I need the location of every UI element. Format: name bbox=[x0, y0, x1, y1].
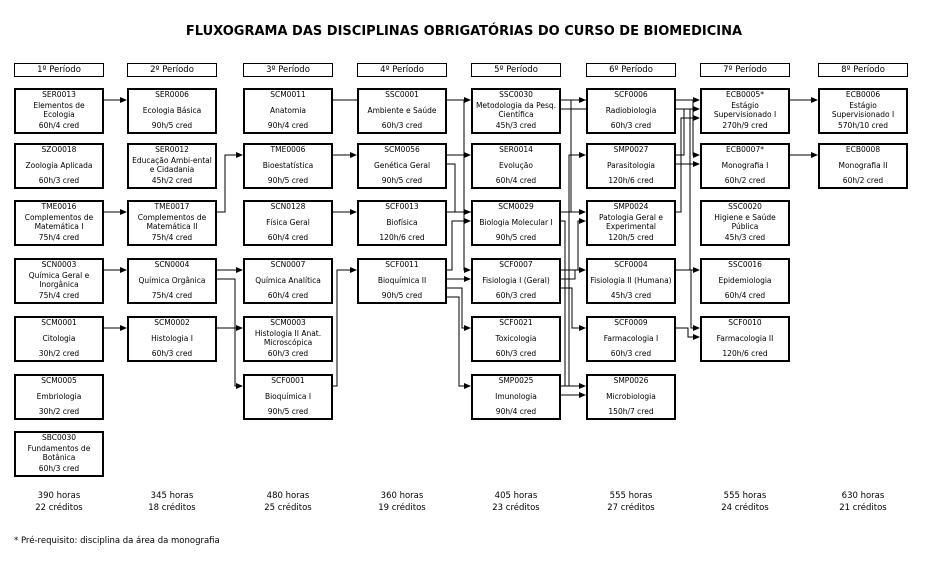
course-code: SBC0030 bbox=[41, 433, 77, 442]
period-total-hours: 480 horas bbox=[266, 491, 310, 501]
course-hours: 90h/4 cred bbox=[495, 407, 537, 417]
course-hours: 60h/3 cred bbox=[381, 121, 423, 131]
course-code: SCM0029 bbox=[498, 202, 534, 211]
course-code: SSC0016 bbox=[728, 260, 762, 269]
course-code: SCN0003 bbox=[41, 260, 77, 269]
course-name: Biologia Molecular I bbox=[479, 217, 553, 227]
period-total-credits: 27 créditos bbox=[607, 503, 655, 513]
course-code: ECB0005* bbox=[726, 90, 764, 99]
course-code: SCM0056 bbox=[384, 145, 420, 154]
period-total-credits: 24 créditos bbox=[721, 503, 769, 513]
course-hours: 75h/4 cred bbox=[151, 233, 193, 243]
course-hours: 120h/6 cred bbox=[608, 176, 654, 186]
course-box-scm0029 bbox=[471, 200, 561, 246]
course-name: Citologia bbox=[42, 333, 76, 343]
course-name: Zoologia Aplicada bbox=[25, 160, 93, 170]
course-hours: 90h/5 cred bbox=[151, 121, 193, 131]
course-name: Estágio Supervisionado I bbox=[831, 101, 895, 119]
course-hours: 60h/3 cred bbox=[610, 349, 652, 359]
course-code: SCN0007 bbox=[270, 260, 306, 269]
period-total-credits: 23 créditos bbox=[492, 503, 540, 513]
period-header: 2º Período bbox=[127, 63, 217, 77]
course-name: Bioquímica II bbox=[377, 275, 427, 285]
course-name: Embriologia bbox=[36, 391, 82, 401]
period-totals bbox=[127, 490, 217, 514]
course-name: Toxicologia bbox=[495, 333, 537, 343]
period-total-credits: 19 créditos bbox=[378, 503, 426, 513]
course-code: SSC0030 bbox=[499, 90, 533, 99]
course-code: SCF0021 bbox=[499, 318, 533, 327]
course-hours: 60h/3 cred bbox=[495, 291, 537, 301]
period-total-hours: 390 horas bbox=[37, 491, 81, 501]
course-name: Metodologia da Pesq. Científica bbox=[475, 101, 557, 119]
period-header: 7º Período bbox=[700, 63, 790, 77]
course-box-smp0024 bbox=[586, 200, 676, 246]
period-totals bbox=[243, 490, 333, 514]
course-box-smp0025 bbox=[471, 374, 561, 420]
course-name: Ecologia Básica bbox=[142, 105, 202, 115]
course-hours: 570h/10 cred bbox=[838, 121, 888, 131]
course-hours: 120h/5 cred bbox=[608, 233, 654, 243]
course-box-scm0003 bbox=[243, 316, 333, 362]
course-name: Fisiologia I (Geral) bbox=[482, 275, 550, 285]
course-box-scm0001 bbox=[14, 316, 104, 362]
course-hours: 45h/3 cred bbox=[724, 233, 766, 243]
course-hours: 45h/3 cred bbox=[495, 121, 537, 131]
course-name: Radiobiologia bbox=[605, 105, 657, 115]
course-name: Monografia II bbox=[838, 160, 888, 170]
page-title: FLUXOGRAMA DAS DISCIPLINAS OBRIGATÓRIAS DO CURSO DE BIOMEDICINA bbox=[185, 24, 743, 39]
course-code: SCM0005 bbox=[41, 376, 77, 385]
course-hours: 75h/4 cred bbox=[38, 291, 80, 301]
course-hours: 75h/4 cred bbox=[151, 291, 193, 301]
course-name: Farmacologia I bbox=[603, 333, 659, 343]
course-name: Evolução bbox=[499, 160, 533, 170]
course-name: Elementos de Ecologia bbox=[33, 101, 85, 119]
course-code: ECB0008 bbox=[845, 145, 881, 154]
course-box-scf0006 bbox=[586, 88, 676, 134]
course-code: SCN0004 bbox=[154, 260, 190, 269]
course-box-scf0001 bbox=[243, 374, 333, 420]
course-hours: 60h/4 cred bbox=[267, 233, 309, 243]
course-code: SCF0004 bbox=[614, 260, 648, 269]
course-box-tme0006 bbox=[243, 143, 333, 189]
course-name: Monografia I bbox=[721, 160, 769, 170]
course-hours: 60h/3 cred bbox=[151, 349, 193, 359]
course-hours: 60h/3 cred bbox=[495, 349, 537, 359]
course-hours: 150h/7 cred bbox=[608, 407, 654, 417]
course-hours: 60h/4 cred bbox=[38, 121, 80, 131]
period-total-hours: 555 horas bbox=[609, 491, 653, 501]
course-code: SSC0020 bbox=[728, 202, 762, 211]
period-total-credits: 25 créditos bbox=[264, 503, 312, 513]
course-code: ECB0007* bbox=[726, 145, 764, 154]
course-code: TME0006 bbox=[270, 145, 306, 154]
period-total-hours: 630 horas bbox=[841, 491, 885, 501]
course-code: SER0006 bbox=[155, 90, 189, 99]
course-box-scf0007 bbox=[471, 258, 561, 304]
course-code: SER0012 bbox=[155, 145, 189, 154]
course-name: Biofísica bbox=[386, 217, 418, 227]
course-box-ssc0016 bbox=[700, 258, 790, 304]
course-name: Imunologia bbox=[495, 391, 537, 401]
period-totals bbox=[14, 490, 104, 514]
course-box-ser0006 bbox=[127, 88, 217, 134]
course-box-scf0009 bbox=[586, 316, 676, 362]
course-hours: 60h/4 cred bbox=[267, 291, 309, 301]
period-header: 6º Período bbox=[586, 63, 676, 77]
period-header: 3º Período bbox=[243, 63, 333, 77]
course-name: Parasitologia bbox=[606, 160, 656, 170]
course-box-smp0027 bbox=[586, 143, 676, 189]
course-box-sbc0030 bbox=[14, 431, 104, 477]
course-name: Anatomia bbox=[270, 105, 306, 115]
course-hours: 270h/9 cred bbox=[722, 121, 768, 131]
course-name: Epidemiologia bbox=[718, 275, 772, 285]
course-hours: 90h/5 cred bbox=[267, 176, 309, 186]
course-box-scf0004 bbox=[586, 258, 676, 304]
course-box-tme0017 bbox=[127, 200, 217, 246]
period-total-credits: 21 créditos bbox=[839, 503, 887, 513]
period-total-hours: 555 horas bbox=[723, 491, 767, 501]
course-hours: 30h/2 cred bbox=[38, 349, 80, 359]
course-box-scf0013 bbox=[357, 200, 447, 246]
course-box-ecb0007 bbox=[700, 143, 790, 189]
course-box-scm0005 bbox=[14, 374, 104, 420]
course-hours: 60h/3 cred bbox=[38, 464, 80, 474]
course-hours: 60h/4 cred bbox=[495, 176, 537, 186]
course-box-ecb0006 bbox=[818, 88, 908, 134]
course-code: SMP0026 bbox=[613, 376, 649, 385]
course-name: Microbiologia bbox=[606, 391, 656, 401]
course-hours: 60h/2 cred bbox=[842, 176, 884, 186]
course-code: SER0013 bbox=[42, 90, 76, 99]
course-box-scf0021 bbox=[471, 316, 561, 362]
course-name: Complementos de Matemática II bbox=[137, 213, 207, 231]
period-total-credits: 18 créditos bbox=[148, 503, 196, 513]
course-box-scn0128 bbox=[243, 200, 333, 246]
course-name: Fundamentos de Botânica bbox=[27, 444, 91, 462]
course-code: SZO0018 bbox=[41, 145, 77, 154]
course-hours: 60h/4 cred bbox=[724, 291, 766, 301]
course-box-scn0003 bbox=[14, 258, 104, 304]
course-hours: 45h/3 cred bbox=[610, 291, 652, 301]
course-code: SCM0002 bbox=[154, 318, 190, 327]
course-hours: 90h/5 cred bbox=[267, 407, 309, 417]
course-name: Farmacologia II bbox=[716, 333, 774, 343]
course-box-ser0014 bbox=[471, 143, 561, 189]
course-code: TME0017 bbox=[154, 202, 190, 211]
course-code: SCF0011 bbox=[385, 260, 419, 269]
course-hours: 60h/3 cred bbox=[38, 176, 80, 186]
course-name: Histologia II Anat. Microscópica bbox=[254, 329, 322, 347]
course-box-scf0011 bbox=[357, 258, 447, 304]
course-name: Bioquímica I bbox=[264, 391, 312, 401]
period-total-hours: 405 horas bbox=[494, 491, 538, 501]
course-hours: 45h/2 cred bbox=[151, 176, 193, 186]
course-code: SMP0024 bbox=[613, 202, 649, 211]
course-code: SCF0013 bbox=[385, 202, 419, 211]
course-box-scf0010 bbox=[700, 316, 790, 362]
period-header: 1º Período bbox=[14, 63, 104, 77]
course-code: SCF0001 bbox=[271, 376, 305, 385]
course-code: SCM0011 bbox=[270, 90, 306, 99]
period-header: 5º Período bbox=[471, 63, 561, 77]
course-code: ECB0006 bbox=[845, 90, 881, 99]
period-total-hours: 360 horas bbox=[380, 491, 424, 501]
course-hours: 75h/4 cred bbox=[38, 233, 80, 243]
course-hours: 30h/2 cred bbox=[38, 407, 80, 417]
course-code: SCF0007 bbox=[499, 260, 533, 269]
course-code: SCF0009 bbox=[614, 318, 648, 327]
course-name: Histologia I bbox=[151, 333, 193, 343]
course-hours: 60h/3 cred bbox=[610, 121, 652, 131]
period-total-hours: 345 horas bbox=[150, 491, 194, 501]
course-code: TME0016 bbox=[41, 202, 77, 211]
course-code: SMP0025 bbox=[498, 376, 534, 385]
period-header: 4º Período bbox=[357, 63, 447, 77]
course-code: SCM0001 bbox=[41, 318, 77, 327]
course-box-smp0026 bbox=[586, 374, 676, 420]
period-totals bbox=[818, 490, 908, 514]
course-name: Educação Ambi-ental e Cidadania bbox=[132, 156, 212, 174]
course-box-szo0018 bbox=[14, 143, 104, 189]
course-hours: 90h/4 cred bbox=[267, 121, 309, 131]
course-box-scn0004 bbox=[127, 258, 217, 304]
course-name: Ambiente e Saúde bbox=[367, 105, 437, 115]
course-box-ssc0020 bbox=[700, 200, 790, 246]
course-name: Fisiologia II (Humana) bbox=[590, 275, 672, 285]
course-code: SMP0027 bbox=[613, 145, 649, 154]
course-hours: 60h/3 cred bbox=[267, 349, 309, 359]
course-name: Patologia Geral e Experimental bbox=[599, 213, 663, 231]
course-name: Complementos de Matemática I bbox=[24, 213, 94, 231]
period-totals bbox=[357, 490, 447, 514]
course-name: Genética Geral bbox=[373, 160, 431, 170]
course-code: SCM0003 bbox=[270, 318, 306, 327]
course-box-ssc0001 bbox=[357, 88, 447, 134]
course-code: SSC0001 bbox=[385, 90, 419, 99]
course-hours: 90h/5 cred bbox=[495, 233, 537, 243]
course-box-ecb0008 bbox=[818, 143, 908, 189]
course-name: Física Geral bbox=[266, 217, 310, 227]
course-hours: 90h/5 cred bbox=[381, 176, 423, 186]
course-hours: 120h/6 cred bbox=[722, 349, 768, 359]
period-total-credits: 22 créditos bbox=[35, 503, 83, 513]
course-box-tme0016 bbox=[14, 200, 104, 246]
course-hours: 90h/5 cred bbox=[381, 291, 423, 301]
course-hours: 120h/6 cred bbox=[379, 233, 425, 243]
course-box-ecb0005 bbox=[700, 88, 790, 134]
course-name: Estágio Supervisionado I bbox=[713, 101, 777, 119]
course-name: Química Geral e Inorgânica bbox=[28, 271, 90, 289]
course-code: SCN0128 bbox=[270, 202, 306, 211]
course-hours: 60h/2 cred bbox=[724, 176, 766, 186]
course-box-scm0011 bbox=[243, 88, 333, 134]
course-name: Química Orgânica bbox=[138, 275, 206, 285]
course-box-ser0013 bbox=[14, 88, 104, 134]
period-totals bbox=[586, 490, 676, 514]
period-header: 8º Período bbox=[818, 63, 908, 77]
course-name: Química Analítica bbox=[255, 275, 321, 285]
course-name: Bioestatística bbox=[262, 160, 314, 170]
period-totals bbox=[700, 490, 790, 514]
course-box-scm0056 bbox=[357, 143, 447, 189]
course-code: SER0014 bbox=[499, 145, 533, 154]
course-code: SCF0006 bbox=[614, 90, 648, 99]
course-name: Higiene e Saúde Pública bbox=[714, 213, 776, 231]
course-code: SCF0010 bbox=[728, 318, 762, 327]
course-box-ser0012 bbox=[127, 143, 217, 189]
footnote: * Pré-requisito: disciplina da área da monografia bbox=[14, 536, 220, 546]
course-box-scn0007 bbox=[243, 258, 333, 304]
course-box-ssc0030 bbox=[471, 88, 561, 134]
period-totals bbox=[471, 490, 561, 514]
course-box-scm0002 bbox=[127, 316, 217, 362]
